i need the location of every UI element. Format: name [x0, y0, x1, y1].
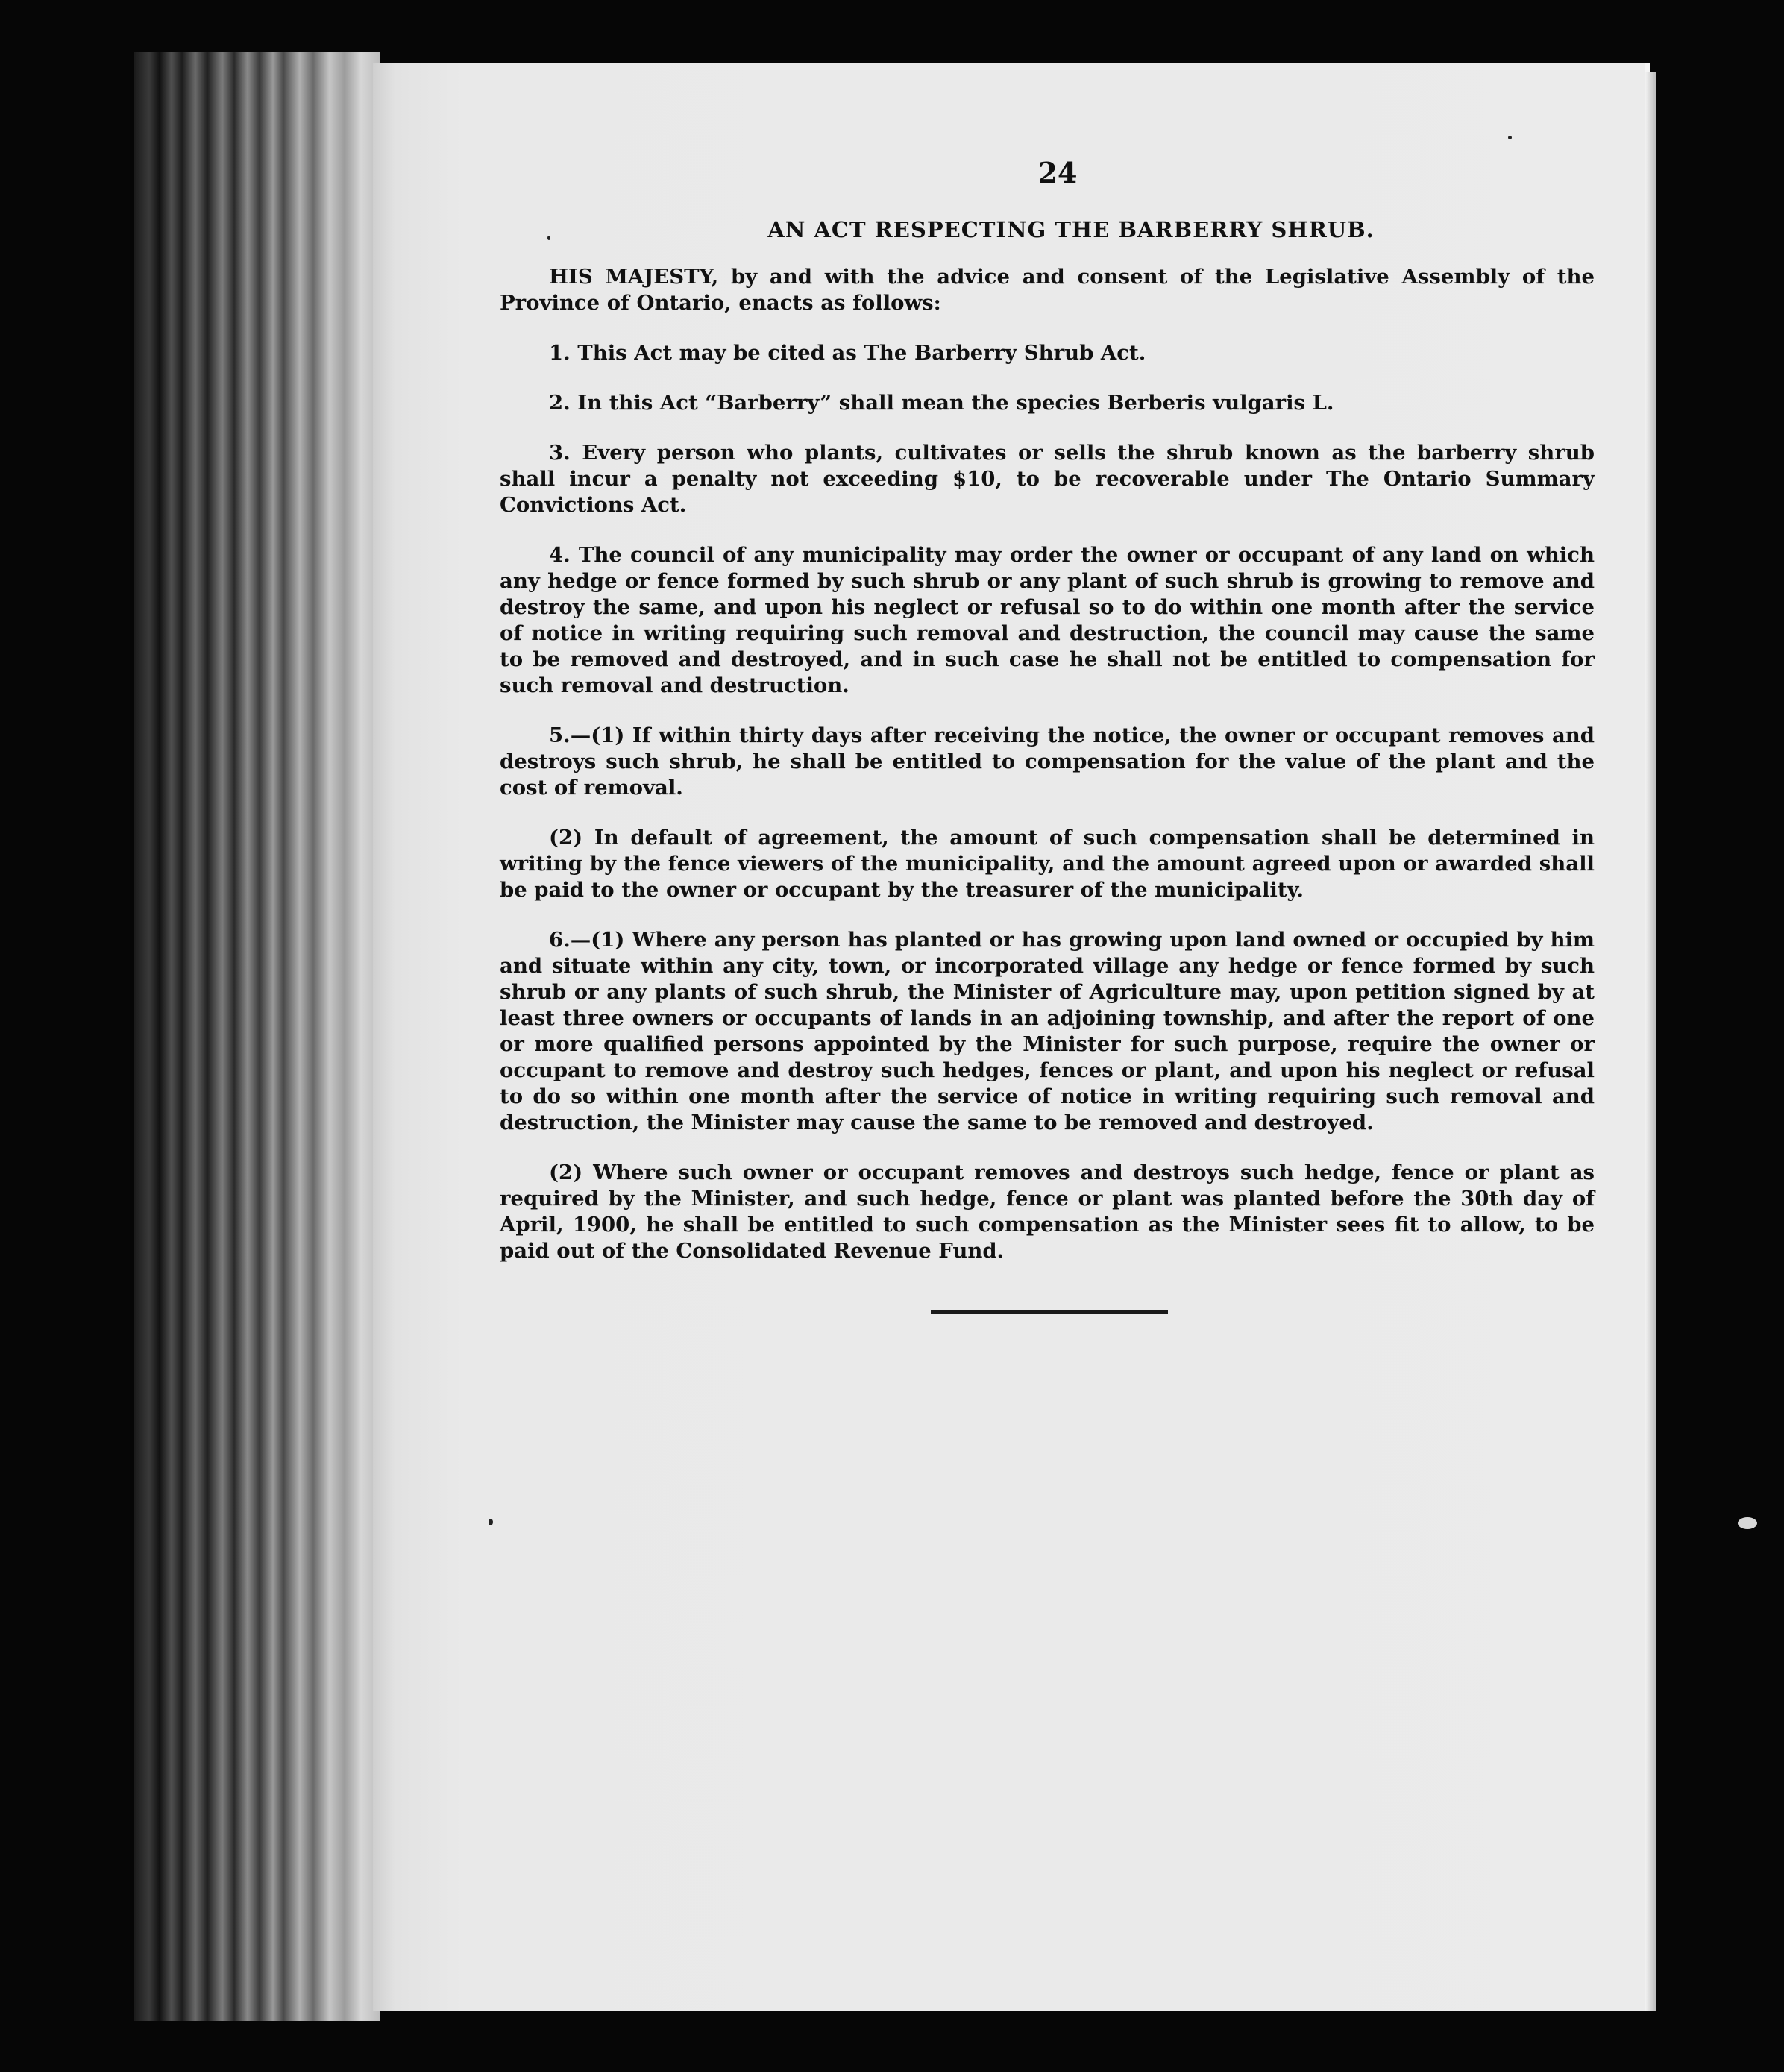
- book-page: [373, 63, 1650, 2011]
- section-2: 2. In this Act “Barberry” shall mean the species Berberis vulgaris L.: [549, 391, 1334, 415]
- enacting-clause: HIS MAJESTY, by and with the advice and consent of the Legislative Assembly of the Province of Ontario, enacts as follows:: [500, 265, 1595, 315]
- page-text-block: [500, 156, 1595, 1288]
- section-5-1: 5.—(1) If within thirty days after receiving the notice, the owner or occupant removes and destroys such shrub, he shall be entitled to compensation for the value of the plant and the cost of removal.: [500, 723, 1595, 800]
- page-right-edge: [1645, 72, 1656, 2011]
- book-page-edges: [134, 52, 380, 2021]
- act-title: AN ACT RESPECTING THE BARBERRY SHRUB.: [767, 217, 1375, 242]
- section-4: 4. The council of any municipality may order the owner or occupant of any land on which any hedge or fence formed by such shrub or any plant of such shrub is growing to remove and destroy the same, and upon his neglect or refusal so to do within one month after the service of notice in writing requiring such removal and destruction, the council may cause the same to be removed and destroyed, and in such case he shall not be entitled to compensation for such removal and destruction.: [500, 543, 1595, 697]
- scan-speck: [489, 1519, 493, 1525]
- closing-rule: [931, 1310, 1168, 1314]
- section-5-2: (2) In default of agreement, the amount of such compensation shall be determined in writing by the fence viewers of the municipality, and the amount agreed upon or awarded shall be paid to the owner or occupant by the treasurer of the municipality.: [500, 826, 1595, 902]
- section-6-1: 6.—(1) Where any person has planted or has growing upon land owned or occupied by him and situate within any city, town, or incorporated village any hedge or fence formed by such shrub or any plants of such shrub, the Minister of Agriculture may, upon petition signed by at least three owners or occupants of lands in an adjoining township, and after the report of one or more qualified persons appointed by the Minister for such purpose, require the owner or occupant to remove and destroy such hedges, fences or plant, and upon his neglect or refusal to do so within one month after the service of notice in writing requiring such removal and destruction, the Minister may cause the same to be removed and destroyed.: [500, 928, 1595, 1134]
- section-6-2: (2) Where such owner or occupant removes and destroys such hedge, fence or plant as required by the Minister, and such hedge, fence or plant was planted before the 30th day of April, 1900, he shall be entitled to such compensation as the Minister sees fit to allow, to be paid out of the Consolidated Revenue Fund.: [500, 1161, 1595, 1263]
- scan-speck: [1738, 1517, 1757, 1529]
- section-3: 3. Every person who plants, cultivates or sells the shrub known as the barberry shrub shall incur a penalty not exceeding $10, to be recoverable under The Ontario Summary Convictions Act.: [500, 441, 1595, 517]
- section-1: 1. This Act may be cited as The Barberry Shrub Act.: [549, 341, 1146, 365]
- scan-speck: [547, 236, 550, 240]
- page-number: 24: [1037, 156, 1078, 189]
- scan-speck: [1508, 136, 1512, 139]
